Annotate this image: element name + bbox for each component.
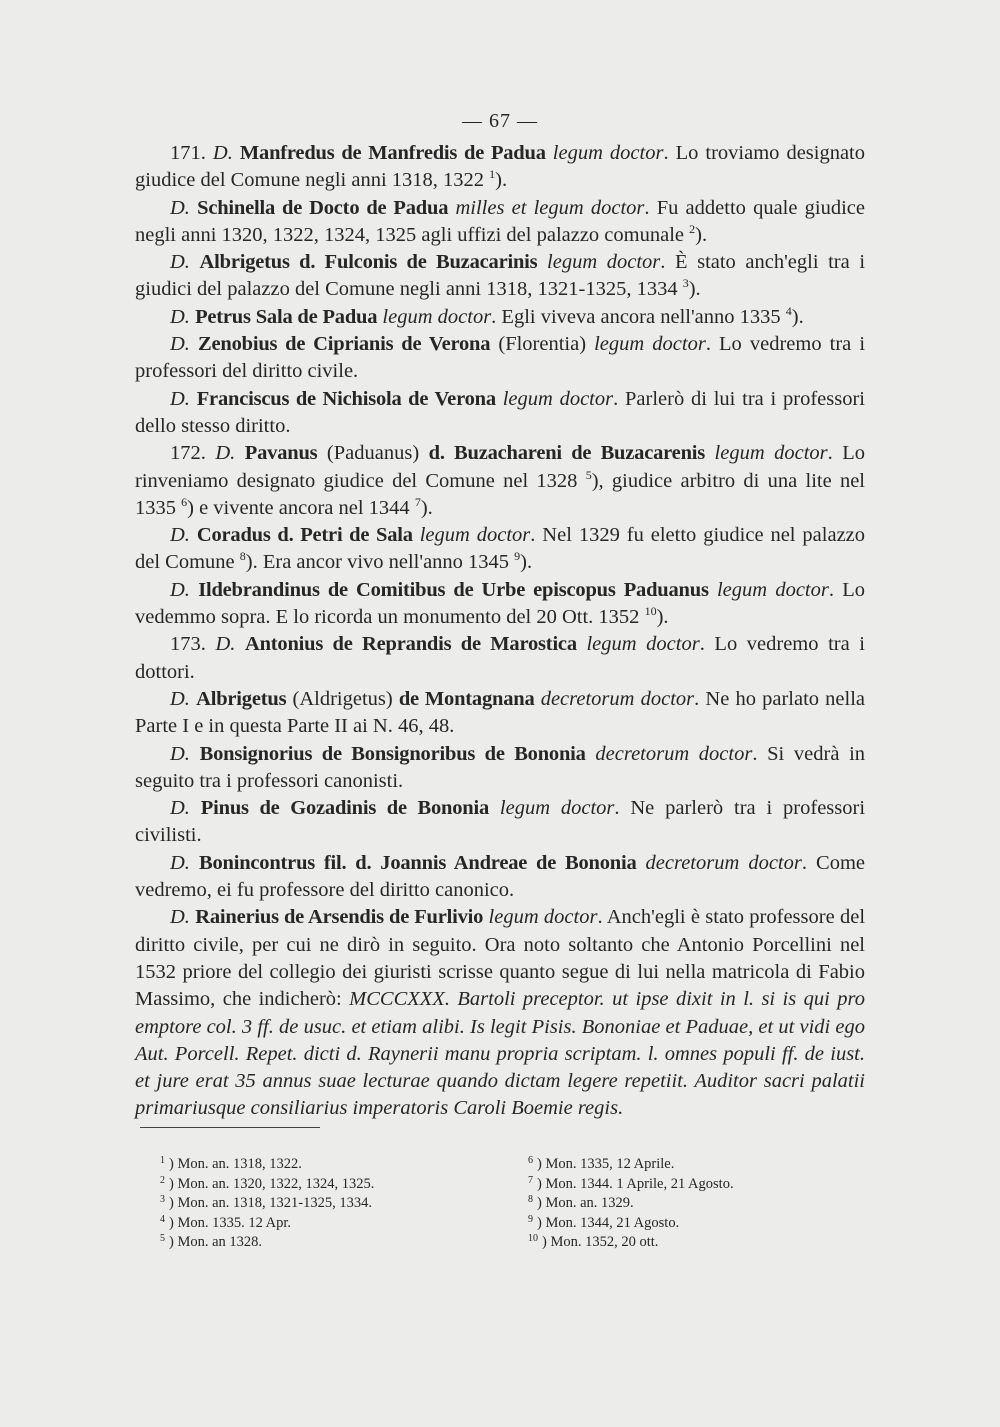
entry-degree: legum doctor [552, 142, 664, 164]
entry-paragraph [135, 631, 865, 686]
entry-title: D. [170, 305, 190, 328]
entry-text: . Fu addetto quale giudice negli anni 1320, 1322, 1324, 1325 agli uffizi del palazzo comunale [135, 196, 865, 246]
entry-title: D. [170, 333, 190, 356]
footnote: $^1$ ) Mon. an. 1318, 1322. [160, 1155, 302, 1172]
entry-paragraph [135, 522, 865, 577]
entry-name: Ildebrandinus de Comitibus de Urbe episcopus Paduanus [198, 578, 709, 601]
entry-title: D. [170, 524, 190, 547]
footnote-ref: 7 [414, 494, 421, 509]
entry-title: D. [170, 578, 190, 601]
entry-name: Bonsignorius de Bonsignoribus de Bononia [199, 742, 586, 765]
footnote: $^9$ ) Mon. 1344, 21 Agosto. [528, 1213, 680, 1231]
entry-title: D. [170, 196, 190, 219]
footnote: $^3$ ) Mon. an. 1318, 1321-1325, 1334. [160, 1194, 373, 1211]
entry-text: . Anch'egli è stato professore del diritto civile, per cui ne dirò in seguito. Ora noto soltanto che Antonio Porcellini nel 1532 priore del collegio dei giuristi scrisse quanto segue di lui nella matricola di Fabio Massimo, che indicherò: [135, 906, 866, 1011]
footnote-number: 4 [160, 1213, 165, 1225]
footnote-number: 5 [160, 1233, 165, 1244]
entry-title: D. [215, 442, 236, 465]
entry-degree: legum doctor [714, 442, 828, 465]
footnote-number: 8 [528, 1194, 533, 1205]
entry-degree: decretorum doctor [645, 851, 802, 874]
page-number: — 67 — [462, 110, 538, 132]
main-text [135, 140, 865, 1123]
footnote: $^2$ ) Mon. an. 1320, 1322, 1324, 1325. [160, 1174, 375, 1192]
entry-title: D. [212, 142, 233, 164]
entry-text: (Aldrigetus) [286, 687, 399, 710]
footnote: $^4$ ) Mon. 1335. 12 Apr. [160, 1213, 292, 1231]
entry-name: Pinus de Gozadinis de Bononia [200, 797, 490, 820]
entry-text: ) e vivente ancora nel 1344 [187, 496, 415, 519]
entry-title: D. [170, 687, 190, 710]
footnote-ref: 4 [785, 303, 792, 318]
entry-paragraph [135, 686, 865, 741]
entry-name: Petrus Sala de Padua [195, 305, 378, 328]
entry-name: Pavanus [244, 442, 318, 465]
footnote-ref: 1 [489, 167, 496, 182]
entry-name: Bonincontrus fil. d. Joannis Andreae de Bononia [198, 851, 637, 874]
footnotes-right [528, 1155, 888, 1253]
entry-degree: legum doctor [382, 305, 492, 328]
entry-text: . Lo vedemmo sopra. E lo ricorda un monumento del 20 Ott. 1352 [135, 578, 865, 629]
entry-text: . Lo vedremo tra i professori del diritto civile. [135, 333, 866, 383]
footnote: $^7$ ) Mon. 1344. 1 Aprile, 21 Agosto. [528, 1174, 734, 1192]
entry-text: ). [791, 305, 804, 328]
entry-text: . Nel 1329 fu eletto giudice nel palazzo del Comune [135, 524, 866, 574]
entry-name: d. Buzachareni de Buzacarenis [428, 442, 706, 465]
entry-degree: legum doctor [716, 578, 829, 601]
footnote-ref: 6 [181, 494, 188, 509]
entry-text: ). [695, 223, 708, 246]
entry-text: ). [656, 606, 669, 629]
entry-text: (Florentia) [490, 333, 595, 356]
entry-name: de Montagnana [398, 687, 535, 710]
entry-title: D. [170, 251, 190, 274]
entry-paragraph [135, 249, 865, 304]
footnote-number: 1 [160, 1155, 165, 1166]
entry-title: D. [170, 797, 190, 820]
entry-degree: legum doctor [586, 633, 700, 656]
entry-paragraph [135, 304, 865, 331]
footnote: $^{10}$ ) Mon. 1352, 20 ott. [528, 1233, 659, 1250]
footnote-text: Mon. 1335. 12 Apr. [177, 1214, 292, 1231]
entry-number: 172. [170, 442, 206, 465]
entry-text: . Come vedremo, ei fu professore del diritto canonico. [135, 851, 865, 902]
footnote-ref: 10 [644, 604, 657, 619]
entry-paragraph [135, 140, 865, 195]
footnote-number: 9 [528, 1213, 533, 1225]
footnote-ref: 2 [689, 221, 696, 236]
entry-paragraph [135, 850, 865, 905]
entry-name: Rainerius de Arsendis de Furlivio [195, 906, 484, 929]
entry-degree: legum doctor [499, 797, 615, 820]
entry-text: ). [420, 496, 433, 519]
entry-name: Franciscus de Nichisola de Verona [196, 387, 496, 410]
entry-text: . Lo vedremo tra i dottori. [135, 633, 866, 683]
entry-paragraph [135, 795, 865, 850]
footnotes-left [160, 1155, 520, 1253]
entry-name: Manfredus de Manfredis de Padua [239, 142, 546, 164]
entry-title: D. [170, 387, 190, 410]
entry-number: 173. [170, 633, 206, 656]
entry-text: . È stato anch'egli tra i giudici del palazzo del Comune negli anni 1318, 1321-1325, 1334 [135, 251, 866, 301]
entry-text: ), giudice arbitro di una lite nel 1335 [135, 469, 865, 519]
entry-degree: milles et legum doctor [455, 196, 645, 219]
footnote-ref: 3 [682, 276, 689, 291]
entry-text: . Parlerò di lui tra i professori dello stesso diritto. [135, 387, 865, 437]
entry-text: ). [520, 551, 533, 574]
entry-text: . Ne ho parlato nella Parte I e in questa Parte II ai N. 46, 48. [135, 687, 866, 738]
entry-degree: legum doctor [502, 387, 614, 410]
entry-text: . Ne parlerò tra i professori civilisti. [135, 797, 866, 847]
entry-title: D. [170, 851, 190, 874]
entry-degree: legum doctor [594, 333, 706, 356]
footnote-text: Mon. 1352, 20 ott. [550, 1234, 659, 1250]
footnote-text: Mon. an. 1318, 1321-1325, 1334. [177, 1195, 373, 1211]
entry-paragraph [135, 386, 865, 441]
entry-paragraph [135, 577, 865, 632]
entry-degree: decretorum doctor [540, 687, 695, 710]
entry-text: (Paduanus) [317, 442, 429, 465]
entry-title: D. [170, 906, 190, 929]
footnote-number: 6 [528, 1155, 533, 1166]
footnote-ref: 5 [585, 467, 592, 482]
footnote-ref: 9 [514, 549, 521, 564]
entry-name: Coradus d. Petri de Sala [196, 524, 413, 547]
footnote-number: 10 [528, 1233, 538, 1244]
entry-name: Albrigetus [196, 687, 287, 710]
entry-paragraph [135, 195, 865, 250]
entry-text: . Si vedrà in seguito tra i professori canonisti. [135, 742, 866, 792]
entry-title: D. [215, 633, 236, 656]
entry-name: Antonius de Reprandis de Marostica [245, 633, 577, 656]
entry-text: ). [495, 169, 508, 192]
entry-paragraph [135, 440, 865, 522]
footnote-text: Mon. 1344. 1 Aprile, 21 Agosto. [545, 1175, 734, 1192]
entry-text: ). [688, 278, 701, 301]
footnote-text: Mon. an. 1329. [545, 1195, 634, 1211]
entry-text: . Lo rinveniamo designato giudice del Comune nel 1328 [135, 442, 866, 492]
footnote-ref: 8 [239, 549, 246, 564]
entry-title: D. [170, 742, 190, 765]
entry-degree: legum doctor [488, 906, 598, 929]
footnote-number: 2 [160, 1174, 165, 1186]
footnote-number: 7 [528, 1174, 533, 1186]
entry-number: 171. [170, 142, 206, 164]
footnote: $^5$ ) Mon. an 1328. [160, 1233, 263, 1250]
footnote-text: Mon. an. 1320, 1322, 1324, 1325. [177, 1175, 375, 1192]
entry-name: Albrigetus d. Fulconis de Buzacarinis [199, 251, 538, 274]
entry-text: ). Era ancor vivo nell'anno 1345 [245, 551, 515, 574]
footnote: $^6$ ) Mon. 1335, 12 Aprile. [528, 1155, 675, 1172]
entry-paragraph [135, 331, 865, 386]
entry-degree: legum doctor [547, 251, 661, 274]
footnote-divider [140, 1127, 320, 1128]
entry-paragraph [135, 741, 865, 796]
footnote-text: Mon. 1344, 21 Agosto. [545, 1214, 680, 1231]
latin-quotation: MCCCXXX. Bartoli preceptor. ut ipse dixit in l. si is qui pro emptore col. 3 ff. de usuc. et etiam alibi. Is legit Pisis. Bononiae et Paduae, et ut vidi ego Aut. Porcell. Repet. dicti d. Raynerii manu propria scriptam. l. omnes populi ff. de iust. et jure erat 35 annus suae lecturae quando dictam legere repetiit. Auditor sacri palatii primariusque consiliarius imperatoris Caroli Boemie regis. [135, 988, 866, 1120]
footnote-text: Mon. an 1328. [177, 1234, 263, 1250]
entry-degree: decretorum doctor [595, 742, 753, 765]
entry-name: Zenobius de Ciprianis de Verona [198, 333, 491, 356]
footnote-text: Mon. an. 1318, 1322. [177, 1156, 302, 1172]
entry-text: . Egli viveva ancora nell'anno 1335 [491, 305, 786, 328]
entry-text: . Lo troviamo designato giudice del Comune negli anni 1318, 1322 [135, 142, 866, 192]
entry-name: Schinella de Docto de Padua [197, 196, 449, 219]
footnote-text: Mon. 1335, 12 Aprile. [545, 1156, 675, 1172]
footnote-number: 3 [160, 1194, 165, 1205]
entry-degree: legum doctor [419, 524, 531, 547]
footnote: $^8$ ) Mon. an. 1329. [528, 1194, 634, 1211]
entry-paragraph [135, 904, 865, 1122]
